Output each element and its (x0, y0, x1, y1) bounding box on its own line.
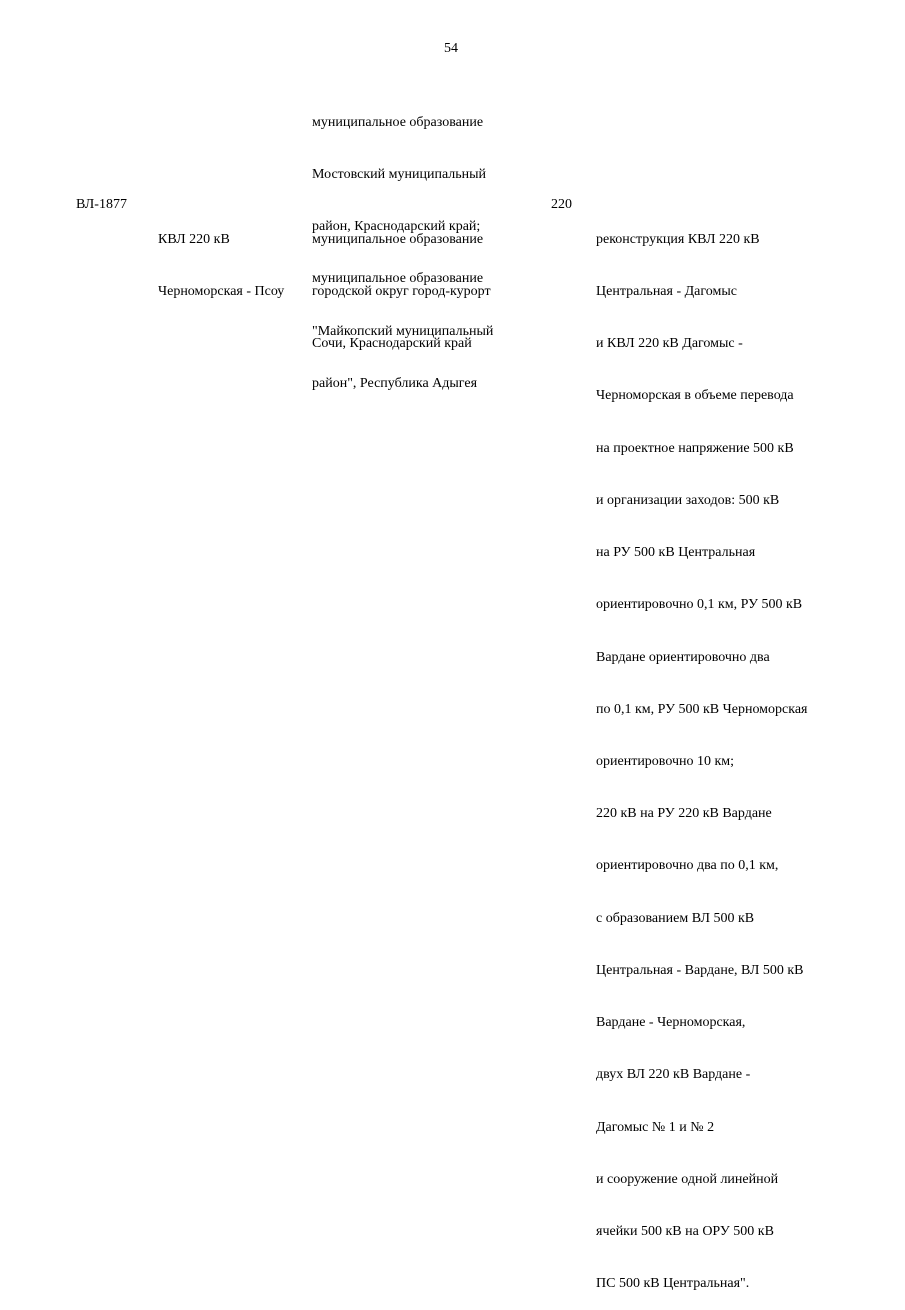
text-line: ПС 500 кВ Центральная". (596, 1276, 750, 1292)
text-line: район, Краснодарский край; (312, 219, 481, 235)
text-line: район", Республика Адыгея (312, 375, 478, 391)
text-line: и сооружение одной линейной (596, 1171, 779, 1187)
text-line: по 0,1 км, РУ 500 кВ Черноморская (596, 701, 808, 717)
page-number: 54 (444, 41, 458, 56)
text-line: Черноморская - Псоу (158, 284, 285, 300)
text-line: на проектное напряжение 500 кВ (596, 440, 794, 456)
text-line: городской округ город-курорт (312, 284, 491, 300)
text-line: Центральная - Дагомыс (596, 284, 737, 300)
text-line: Центральная - Вардане, ВЛ 500 кВ (596, 962, 804, 978)
row-name (158, 196, 284, 318)
text-line: и организации заходов: 500 кВ (596, 492, 780, 508)
text-line: ячейки 500 кВ на ОРУ 500 кВ (596, 1223, 774, 1239)
text-line: Черноморская в объеме перевода (596, 388, 794, 404)
row-voltage: 220 (551, 197, 572, 212)
text-line: Вардане ориентировочно два (596, 649, 770, 665)
text-line: муниципальное образование (312, 271, 484, 287)
text-line: муниципальное образование (312, 231, 484, 247)
row-measure (596, 196, 808, 1310)
text-line: ориентировочно два по 0,1 км, (596, 858, 779, 874)
text-line: Мостовский муниципальный (312, 167, 487, 183)
text-line: на РУ 500 кВ Центральная (596, 545, 756, 561)
row-code: ВЛ-1877 (76, 197, 127, 212)
text-line: реконструкция КВЛ 220 кВ (596, 231, 760, 247)
text-line: с образованием ВЛ 500 кВ (596, 910, 755, 926)
text-line: 220 кВ на РУ 220 кВ Вардане (596, 806, 772, 822)
row-region (312, 196, 494, 370)
text-line: ориентировочно 0,1 км, РУ 500 кВ (596, 597, 803, 613)
text-line: Вардане - Черноморская, (596, 1015, 746, 1031)
text-line: КВЛ 220 кВ (158, 231, 230, 247)
text-line: Сочи, Краснодарский край (312, 336, 472, 352)
text-line: муниципальное образование (312, 114, 484, 130)
text-line: ориентировочно 10 км; (596, 754, 735, 769)
text-line: двух ВЛ 220 кВ Вардане - (596, 1067, 751, 1083)
text-line: Дагомыс № 1 и № 2 (596, 1119, 715, 1135)
text-line: "Майкопский муниципальный (312, 323, 494, 339)
text-line: и КВЛ 220 кВ Дагомыс - (596, 336, 743, 352)
